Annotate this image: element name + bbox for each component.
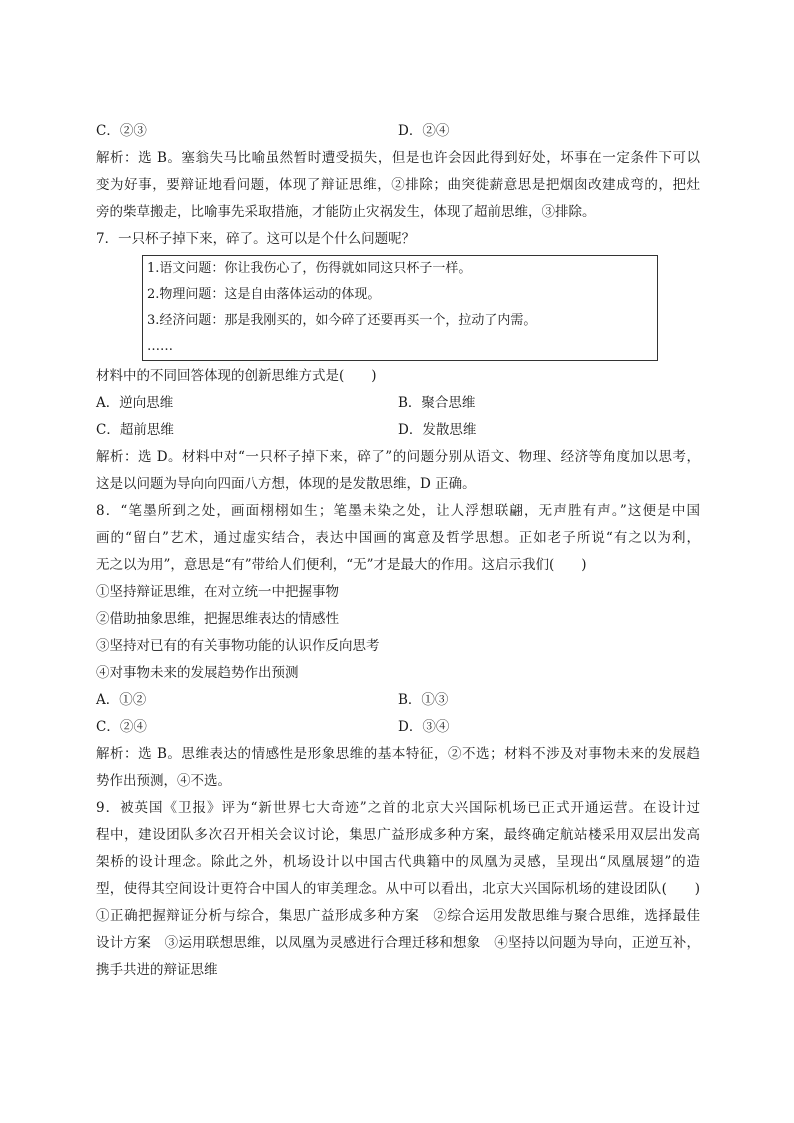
q8-item: ③坚持对已有的有关事物功能的认识作反向思考: [96, 638, 380, 654]
q7-options-row: [96, 390, 700, 417]
q8-stem-line: 画的“留白”艺术，通过虚实结合，表达中国画的寓意及哲学思想。正如老子所说“有之以为利，: [96, 530, 700, 546]
q8-options-row: [96, 714, 700, 741]
q6-option-d: D．②④: [398, 123, 450, 139]
q9-stem-line: 9．被英国《卫报》评为“新世界七大奇迹”之首的北京大兴国际机场已正式开通运营。在设计过: [96, 800, 700, 816]
q8-option-b: B．①③: [398, 692, 449, 708]
q9-stem-line: 设计方案 ③运用联想思维，以凤凰为灵感进行合理迁移和想象 ④坚持以问题为导向，正逆互补，: [96, 935, 700, 951]
q7-material-box: [142, 255, 658, 361]
q8-item: ④对事物未来的发展趋势作出预测: [96, 665, 299, 681]
q8-analysis-line: 势作出预测，④不选。: [96, 773, 231, 789]
q7-material-line: ……: [147, 339, 173, 354]
q7-stem: 7．一只杯子掉下来，碎了。这可以是个什么问题呢？: [96, 231, 416, 247]
q6-option-c: C．②③: [96, 123, 147, 139]
q7-option-a: A．逆向思维: [96, 395, 174, 411]
q9-stem-line: ①正确把握辩证分析与综合，集思广益形成多种方案 ②综合运用发散思维与聚合思维，选择最佳: [96, 908, 700, 924]
q8-stem-line: 8．“笔墨所到之处，画面栩栩如生；笔墨未染之处，让人浮想联翩，无声胜有声。”这便是中国: [96, 503, 700, 519]
q9-stem-line: 架桥的设计理念。除此之外，机场设计以中国古代典籍中的凤凰为灵感，呈现出“凤凰展翅”的造: [96, 854, 700, 870]
q8-option-a: A．①②: [96, 692, 147, 708]
q7-material-line: 3.经济问题：那是我刚买的，如今碎了还要再买一个，拉动了内需。: [147, 313, 537, 328]
q8-options-row: [96, 687, 700, 714]
q7-question: 材料中的不同回答体现的创新思维方式是( ): [96, 368, 377, 384]
q6-analysis-line: 旁的柴草搬走，比喻事先采取措施，才能防止灾祸发生，体现了超前思维，③排除。: [96, 204, 596, 220]
q7-material-line: 2.物理问题：这是自由落体运动的体现。: [147, 287, 381, 302]
content-area: [96, 118, 700, 984]
q6-analysis-line: 解析：选 B。塞翁失马比喻虽然暂时遭受损失，但是也许会因此得到好处，坏事在一定条件下可以: [96, 150, 700, 166]
q6-analysis-line: 变为好事，要辩证地看问题，体现了辩证思维，②排除；曲突徙薪意思是把烟囱改建成弯的，把灶: [96, 177, 700, 193]
q9-stem-line: 型，使得其空间设计更符合中国人的审美理念。从中可以看出，北京大兴国际机场的建设团队( ): [96, 881, 700, 897]
q7-analysis-line: 解析：选 D。材料中对“一只杯子掉下来，碎了”的问题分别从语文、物理、经济等角度加以思考，: [96, 449, 700, 465]
q7-material-line: 1.语文问题：你让我伤心了，伤得就如同这只杯子一样。: [147, 261, 472, 276]
q8-stem-line: 无之以为用”，意思是“有”带给人们便利，“无”才是最大的作用。这启示我们( ): [96, 557, 587, 573]
q8-item: ②借助抽象思维，把握思维表达的情感性: [96, 611, 339, 627]
q8-option-d: D．③④: [398, 719, 450, 735]
q9-stem-line: 程中，建设团队多次召开相关会议讨论，集思广益形成多种方案，最终确定航站楼采用双层出发高: [96, 827, 700, 843]
q7-options-row: [96, 417, 700, 444]
q7-option-b: B．聚合思维: [398, 395, 476, 411]
q6-options-row: [96, 118, 700, 145]
q7-option-c: C．超前思维: [96, 422, 174, 438]
q8-item: ①坚持辩证思维，在对立统一中把握事物: [96, 584, 339, 600]
q8-analysis-line: 解析：选 B。思维表达的情感性是形象思维的基本特征，②不选；材料不涉及对事物未来的发展趋: [96, 746, 700, 762]
q7-analysis-line: 这是以问题为导向向四面八方想，体现的是发散思维，D 正确。: [96, 476, 476, 492]
q7-option-d: D．发散思维: [398, 422, 477, 438]
q8-option-c: C．②④: [96, 719, 147, 735]
q9-stem-line: 携手共进的辩证思维: [96, 962, 218, 978]
